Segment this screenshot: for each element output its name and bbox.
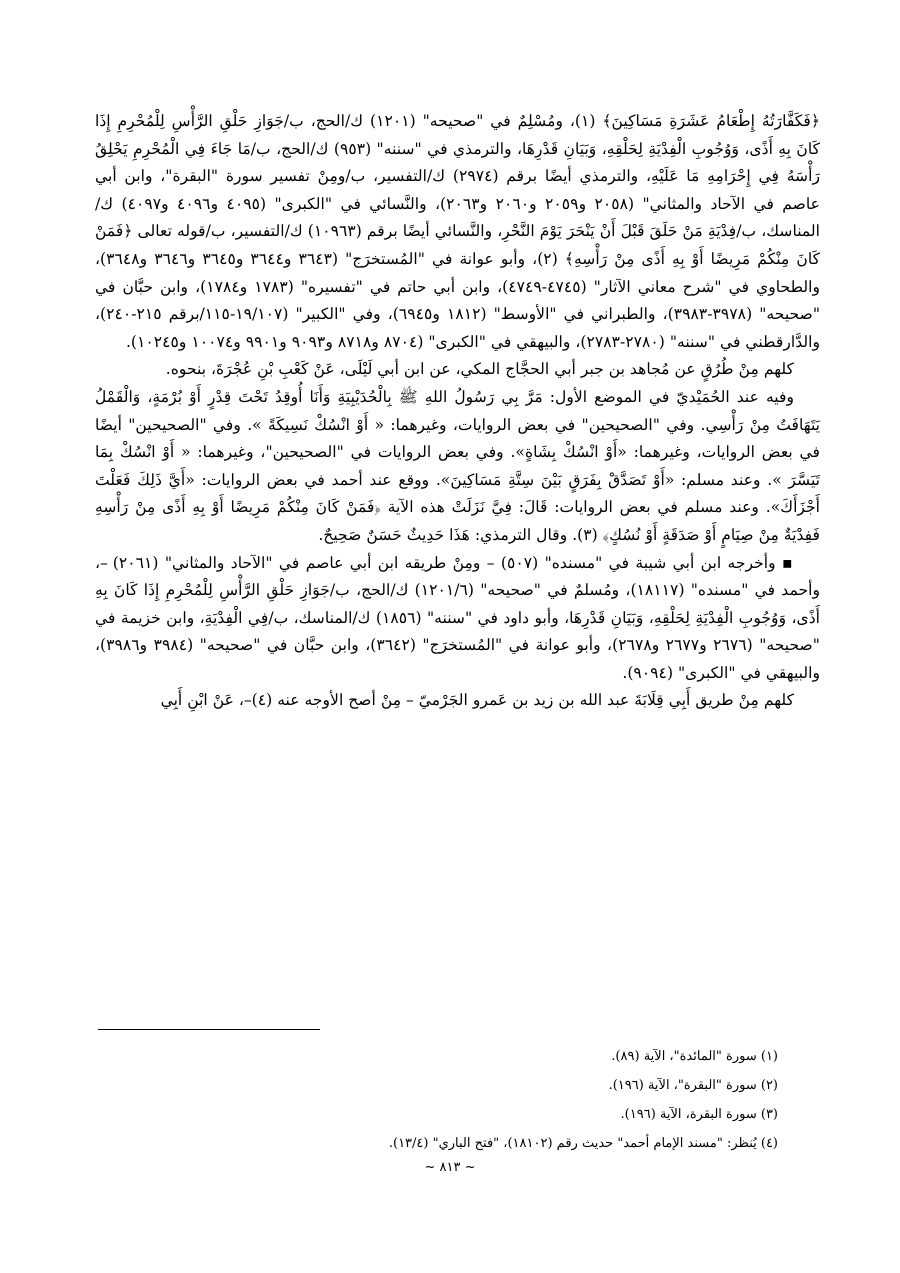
footnote-2: (٢) سورة "البقرة"، الآية (١٩٦). [608,1078,778,1093]
paragraph-4: ▪ وأخرجه ابن أبي شيبة في "مسنده" (٥٠٧) – ومِنْ طريقه ابن أبي عاصم في "الآحاد والمثاني" (٢٠٦١) –، وأحمد في "مسنده" (١٨١١٧)، ومُسلمٌ في "صحيحه" (١٢٠١/٦) ك/الحج، ب/جَوَازِ حَلْقِ الرَّأْسِ لِلْمُحْرِمِ إِذَا كَانَ بِهِ أَذًى، وَوُجُوبِ الْفِدْيَةِ لِحَلْقِهِ، وَبَيَانِ قَدْرِهَا، وأبو داود في "سننه" (١٨٥٦) ك/المناسك، ب/فِي الْفِدْيَةِ، وابن خزيمة في "صحيحه" (٢٦٧٦ و٢٦٧٧ و٢٦٧٨)، وأبو عوانة في "المُستخرَج" (٣٦٤٢)، وابن حبَّان في "صحيحه" (٣٩٨٤ و٣٩٨٦)، والبيهقي في "الكبرى" (٩٠٩٤). [95,553,821,682]
page-number: ~ ٨١٣ ~ [424,1160,476,1175]
main-text [95,108,820,715]
paragraph-5: كلهم مِنْ طريق أَبِي قِلَابَةَ عبد الله بن زيد بن عَمرو الجَرْميّ – مِنْ أصح الأوجه عنه (٤)–، عَنْ ابْنِ أَبِي [160,691,794,710]
page-body [95,108,820,715]
paragraph-1: ﴿فَكَفَّارَتُهُ إِطْعَامُ عَشَرَةِ مَسَاكِينَ﴾ (١)، ومُسْلِمٌ في "صحيحه" (١٢٠١) ك/الحج، ب/جَوَازِ حَلْقِ الرَّأْسِ لِلْمُحْرِمِ إِذَا كَانَ بِهِ أَذًى، وَوُجُوبِ الْفِدْيَةِ لِحَلْقِهِ، وَبَيَانِ قَدْرِهَا، والترمذي في "سننه" (٩٥٣) ك/الحج، ب/مَا جَاءَ فِي الْمُحْرِمِ يَحْلِقُ رَأْسَهُ فِي إِحْرَامِهِ مَا عَلَيْهِ، والترمذي أيضًا برقم (٢٩٧٤) ك/التفسير، ب/ومِنْ تفسير سورة "البقرة"، وابن أبي عاصم في الآحاد والمثاني" (٢٠٥٨ و٢٠٥٩ و٢٠٦٠ و٢٠٦٣)، والنَّسائي في "الكبرى" (٤٠٩٥ و٤٠٩٦ و٤٠٩٧) ك/المناسك، ب/فِدْيَةِ مَنْ حَلَقَ قَبْلَ أَنْ يَنْحَرَ يَوْمَ النَّحْرِ، والنَّسائي أيضًا برقم (١٠٩٦٣) ك/التفسير، ب/قوله تعالى ﴿فَمَنْ كَانَ مِنْكُمْ مَرِيضًا أَوْ بِهِ أَذًى مِنْ رَأْسِهِ﴾ (٢)، وأبو عوانة في "المُستخرَج" (٣٦٤٣ و٣٦٤٤ و٣٦٤٥ و٣٦٤٦ و٣٦٤٨)، والطحاوي في "شرح معاني الآثار" (٤٧٤٥-٤٧٤٩)، وابن أبي حاتم في "تفسيره" (١٧٨٣ و١٧٨٤)، وابن حبَّان في "صحيحه" (٣٩٧٨-٣٩٨٣)، والطبراني في "الأوسط" (١٨١٢ و٦٩٤٥)، وفي "الكبير" (١٩/١٠٧-١١٥/برقم ٢١٥-٢٤٠)، والدَّارقطني في "سننه" (٢٧٨٠-٢٧٨٣)، والبيهقي في "الكبرى" (٨٧٠٤ و٨٧١٨ و٩٠٩٣ و٩٩٠١ و١٠٠٧٤ و١٠٢٤٥). [95,112,821,351]
footnote-3: (٣) سورة البقرة، الآية (١٩٦). [620,1107,778,1122]
footnote-separator [98,1029,320,1030]
paragraph-3: وفيه عند الحُمَيْديّ في الموضع الأول: مَرَّ بِي رَسُولُ اللهِ ﷺ بِالْحُدَيْبِيَةِ وَأَنَا أُوقِدُ تَحْتَ قِدْرٍ أَوْ بُرْمَةٍ، وَالْقَمْلُ يَتَهَافَتُ مِنْ رَأْسِي. وفي "الصحيحين" في بعض الروايات، وغيرهما: « أَوْ انْسُكْ نَسِيكَةً ». وفي "الصحيحين" أيضًا في بعض الروايات، وغيرهما: «أَوْ انْسُكْ بِشَاةٍ». وفي بعض الروايات في "الصحيحين"، وغيرهما: « أَوْ انْسُكْ بِمَا تَيَسَّرَ ». وعند مسلم: «أَوْ تَصَدَّقْ بِفَرَقٍ بَيْنَ سِتَّةِ مَسَاكِينَ». ووقع عند أحمد في بعض الروايات: «أَيَّ ذَلِكَ فَعَلْتَ أَجْزَأَكَ». وعند مسلم في بعض الروايات: قَالَ: فِيَّ نَزَلَتْ هذه الآية ﴿فَمَنْ كَانَ مِنْكُمْ مَرِيضًا أَوْ بِهِ أَذًى مِنْ رَأْسِهِ فَفِدْيَةٌ مِنْ صِيَامٍ أَوْ صَدَقَةٍ أَوْ نُسُكٍ﴾ (٣). وقال الترمذي: هَذَا حَدِيثٌ حَسَنٌ صَحِيحٌ. [95,387,820,544]
footnotes [95,1042,778,1158]
footnote-1: (١) سورة "المائدة"، الآية (٨٩). [611,1049,778,1064]
footnote-4: (٤) يُنظر: "مسند الإمام أحمد" حديث رقم (١٨١٠٢)، "فتح الباري" (١٣/٤). [388,1136,778,1151]
paragraph-2: كلهم مِنْ طُرُقٍ عن مُجاهد بن جبر أبي الحجَّاج المكي، عن ابن أبي لَيْلَى، عَنْ كَعْبِ بْنِ عُجْرَةَ، بنحوه. [165,360,794,379]
